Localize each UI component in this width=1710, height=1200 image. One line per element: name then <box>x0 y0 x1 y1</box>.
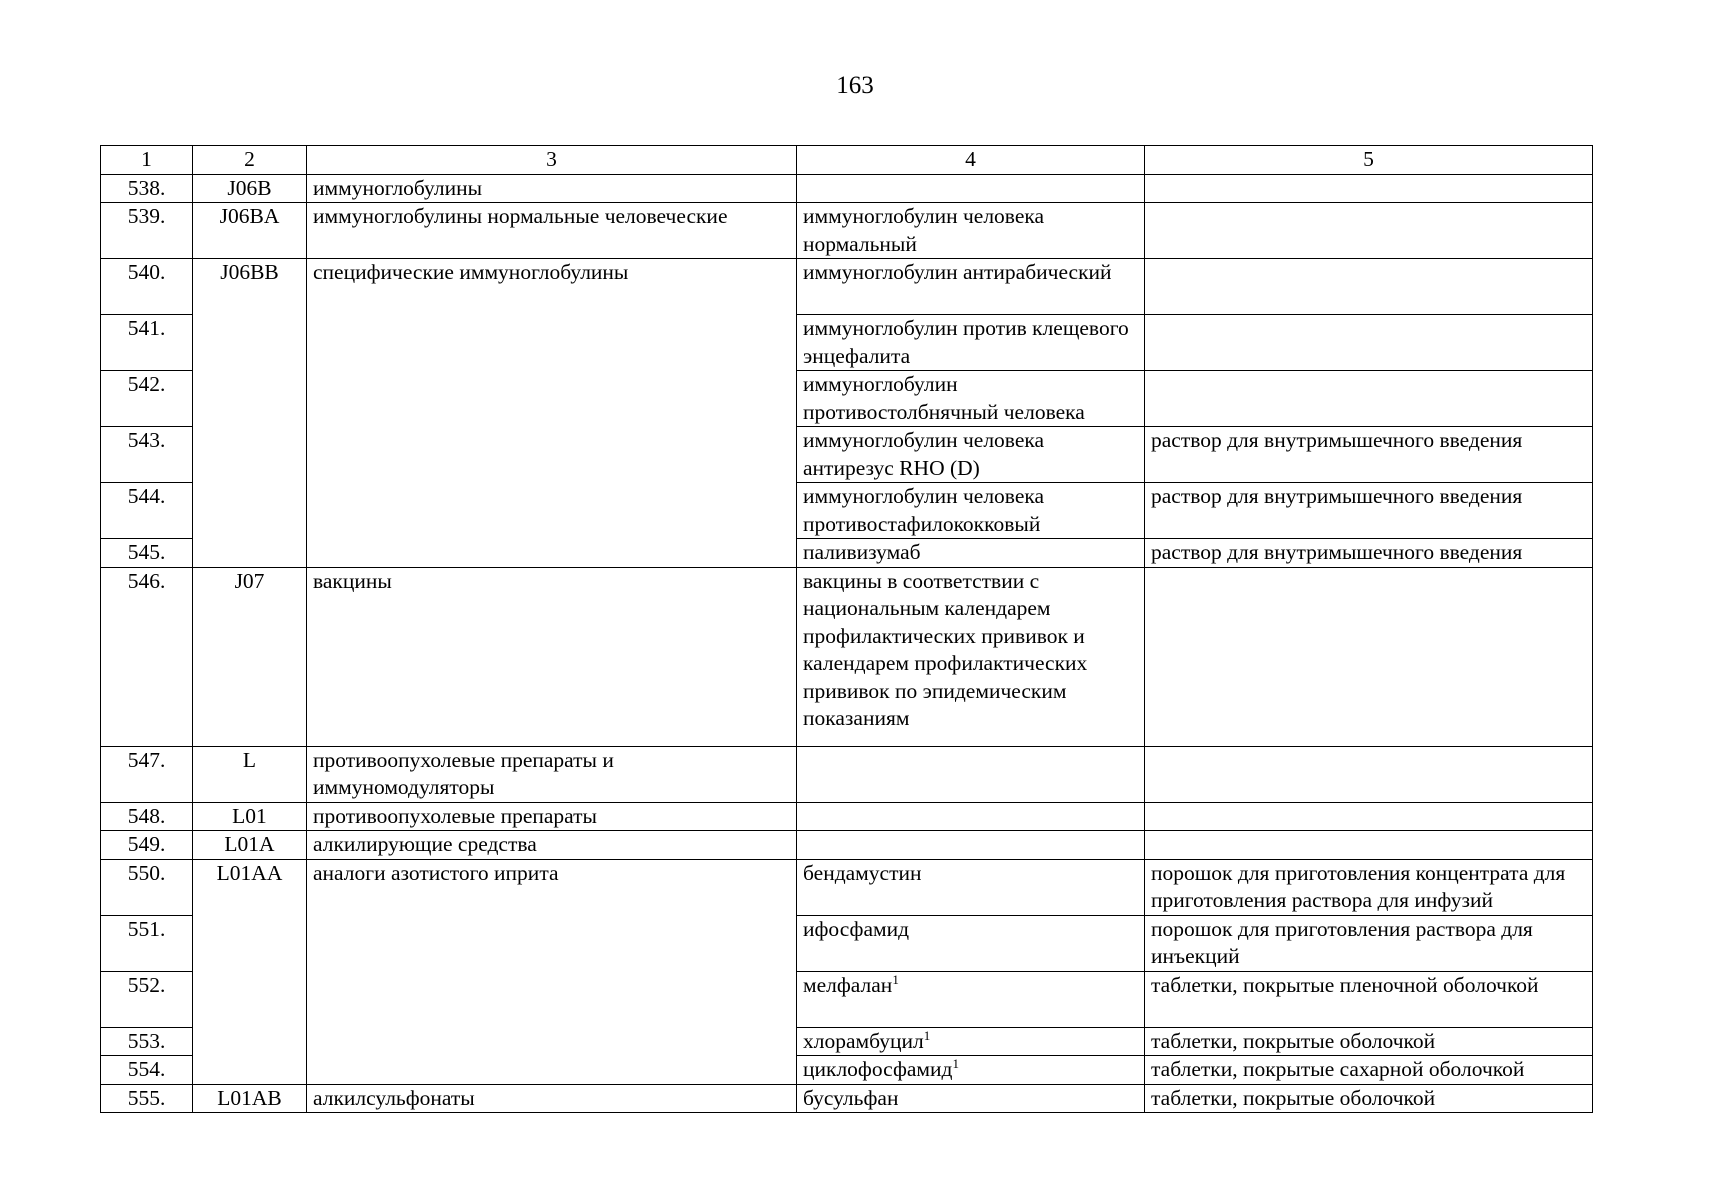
atc-group: иммуноглобулины нормальные человеческие <box>307 203 797 259</box>
row-number: 539. <box>101 203 193 259</box>
row-number: 538. <box>101 174 193 203</box>
table-row <box>101 746 1593 802</box>
row-number: 540. <box>101 259 193 315</box>
drug-name: паливизумаб <box>797 539 1145 568</box>
atc-group: специфические иммуноглобулины <box>307 259 797 568</box>
dosage-form: таблетки, покрытые оболочкой <box>1145 1084 1593 1113</box>
row-number: 550. <box>101 859 193 915</box>
drug-name: бусульфан <box>797 1084 1145 1113</box>
drug-name: вакцины в соответствии с национальным календарем профилактических прививок и календарем профилактических прививок по эпидемическим показаниям <box>797 567 1145 746</box>
dosage-form: раствор для внутримышечного введения <box>1145 427 1593 483</box>
atc-code: L01AA <box>193 859 307 1084</box>
drug-name-text: хлорамбуцил <box>803 1028 924 1053</box>
header-cell-4: 4 <box>797 146 1145 175</box>
row-number: 555. <box>101 1084 193 1113</box>
table-header-row <box>101 146 1593 175</box>
header-cell-3: 3 <box>307 146 797 175</box>
dosage-form: раствор для внутримышечного введения <box>1145 483 1593 539</box>
drug-name: иммуноглобулин человека антирезус RHO (D) <box>797 427 1145 483</box>
dosage-form <box>1145 831 1593 860</box>
dosage-form: таблетки, покрытые пленочной оболочкой <box>1145 971 1593 1027</box>
row-number: 547. <box>101 746 193 802</box>
row-number: 541. <box>101 315 193 371</box>
dosage-form <box>1145 315 1593 371</box>
footnote-marker: 1 <box>892 971 899 987</box>
drug-name: иммуноглобулин антирабический <box>797 259 1145 315</box>
dosage-form <box>1145 259 1593 315</box>
row-number: 542. <box>101 371 193 427</box>
header-cell-5: 5 <box>1145 146 1593 175</box>
drug-name <box>797 1056 1145 1085</box>
atc-code: J06BA <box>193 203 307 259</box>
atc-code: L01A <box>193 831 307 860</box>
drug-name-text: циклофосфамид <box>803 1057 953 1081</box>
dosage-form: порошок для приготовления концентрата для приготовления раствора для инфузий <box>1145 859 1593 915</box>
drug-name: бендамустин <box>797 859 1145 915</box>
atc-group: противоопухолевые препараты и иммуномодуляторы <box>307 746 797 802</box>
atc-group: противоопухолевые препараты <box>307 802 797 831</box>
dosage-form <box>1145 203 1593 259</box>
dosage-form <box>1145 746 1593 802</box>
dosage-form <box>1145 174 1593 203</box>
table-row <box>101 174 1593 203</box>
row-number: 549. <box>101 831 193 860</box>
dosage-form: таблетки, покрытые сахарной оболочкой <box>1145 1056 1593 1085</box>
drug-name: иммуноглобулин человека нормальный <box>797 203 1145 259</box>
header-cell-2: 2 <box>193 146 307 175</box>
dosage-form: раствор для внутримышечного введения <box>1145 539 1593 568</box>
atc-code: J07 <box>193 567 307 746</box>
dosage-form: порошок для приготовления раствора для инъекций <box>1145 915 1593 971</box>
table-row <box>101 1084 1593 1113</box>
table-row <box>101 567 1593 746</box>
atc-code: L01AB <box>193 1084 307 1113</box>
atc-code: L <box>193 746 307 802</box>
footnote-marker: 1 <box>952 1055 959 1071</box>
row-number: 544. <box>101 483 193 539</box>
table-row <box>101 802 1593 831</box>
row-number: 553. <box>101 1027 193 1056</box>
dosage-form <box>1145 567 1593 746</box>
row-number: 554. <box>101 1056 193 1085</box>
atc-group: алкилсульфонаты <box>307 1084 797 1113</box>
atc-group: вакцины <box>307 567 797 746</box>
drug-name: иммуноглобулин против клещевого энцефалита <box>797 315 1145 371</box>
row-number: 545. <box>101 539 193 568</box>
atc-group: аналоги азотистого иприта <box>307 859 797 1084</box>
row-number: 546. <box>101 567 193 746</box>
row-number: 548. <box>101 802 193 831</box>
page-number: 163 <box>836 72 874 99</box>
drug-name <box>797 174 1145 203</box>
row-number: 551. <box>101 915 193 971</box>
drug-name <box>797 971 1145 1027</box>
table-row <box>101 259 1593 315</box>
dosage-form: таблетки, покрытые оболочкой <box>1145 1027 1593 1056</box>
row-number: 552. <box>101 971 193 1027</box>
drug-name: иммуноглобулин противостолбнячный человека <box>797 371 1145 427</box>
atc-group: алкилирующие средства <box>307 831 797 860</box>
atc-code: J06BB <box>193 259 307 568</box>
drug-name-text: мелфалан <box>803 972 893 997</box>
atc-code: J06B <box>193 174 307 203</box>
table-row <box>101 203 1593 259</box>
footnote-marker: 1 <box>923 1027 931 1043</box>
drug-name: иммуноглобулин человека противостафилококковый <box>797 483 1145 539</box>
dosage-form <box>1145 802 1593 831</box>
dosage-form <box>1145 371 1593 427</box>
table-row <box>101 859 1593 915</box>
header-cell-1: 1 <box>101 146 193 175</box>
drug-name <box>797 1027 1145 1056</box>
drug-name <box>797 831 1145 860</box>
drug-name <box>797 746 1145 802</box>
atc-code: L01 <box>193 802 307 831</box>
table-row <box>101 831 1593 860</box>
drug-table <box>100 145 1593 1113</box>
drug-name <box>797 802 1145 831</box>
drug-name: ифосфамид <box>797 915 1145 971</box>
row-number: 543. <box>101 427 193 483</box>
atc-group: иммуноглобулины <box>307 174 797 203</box>
